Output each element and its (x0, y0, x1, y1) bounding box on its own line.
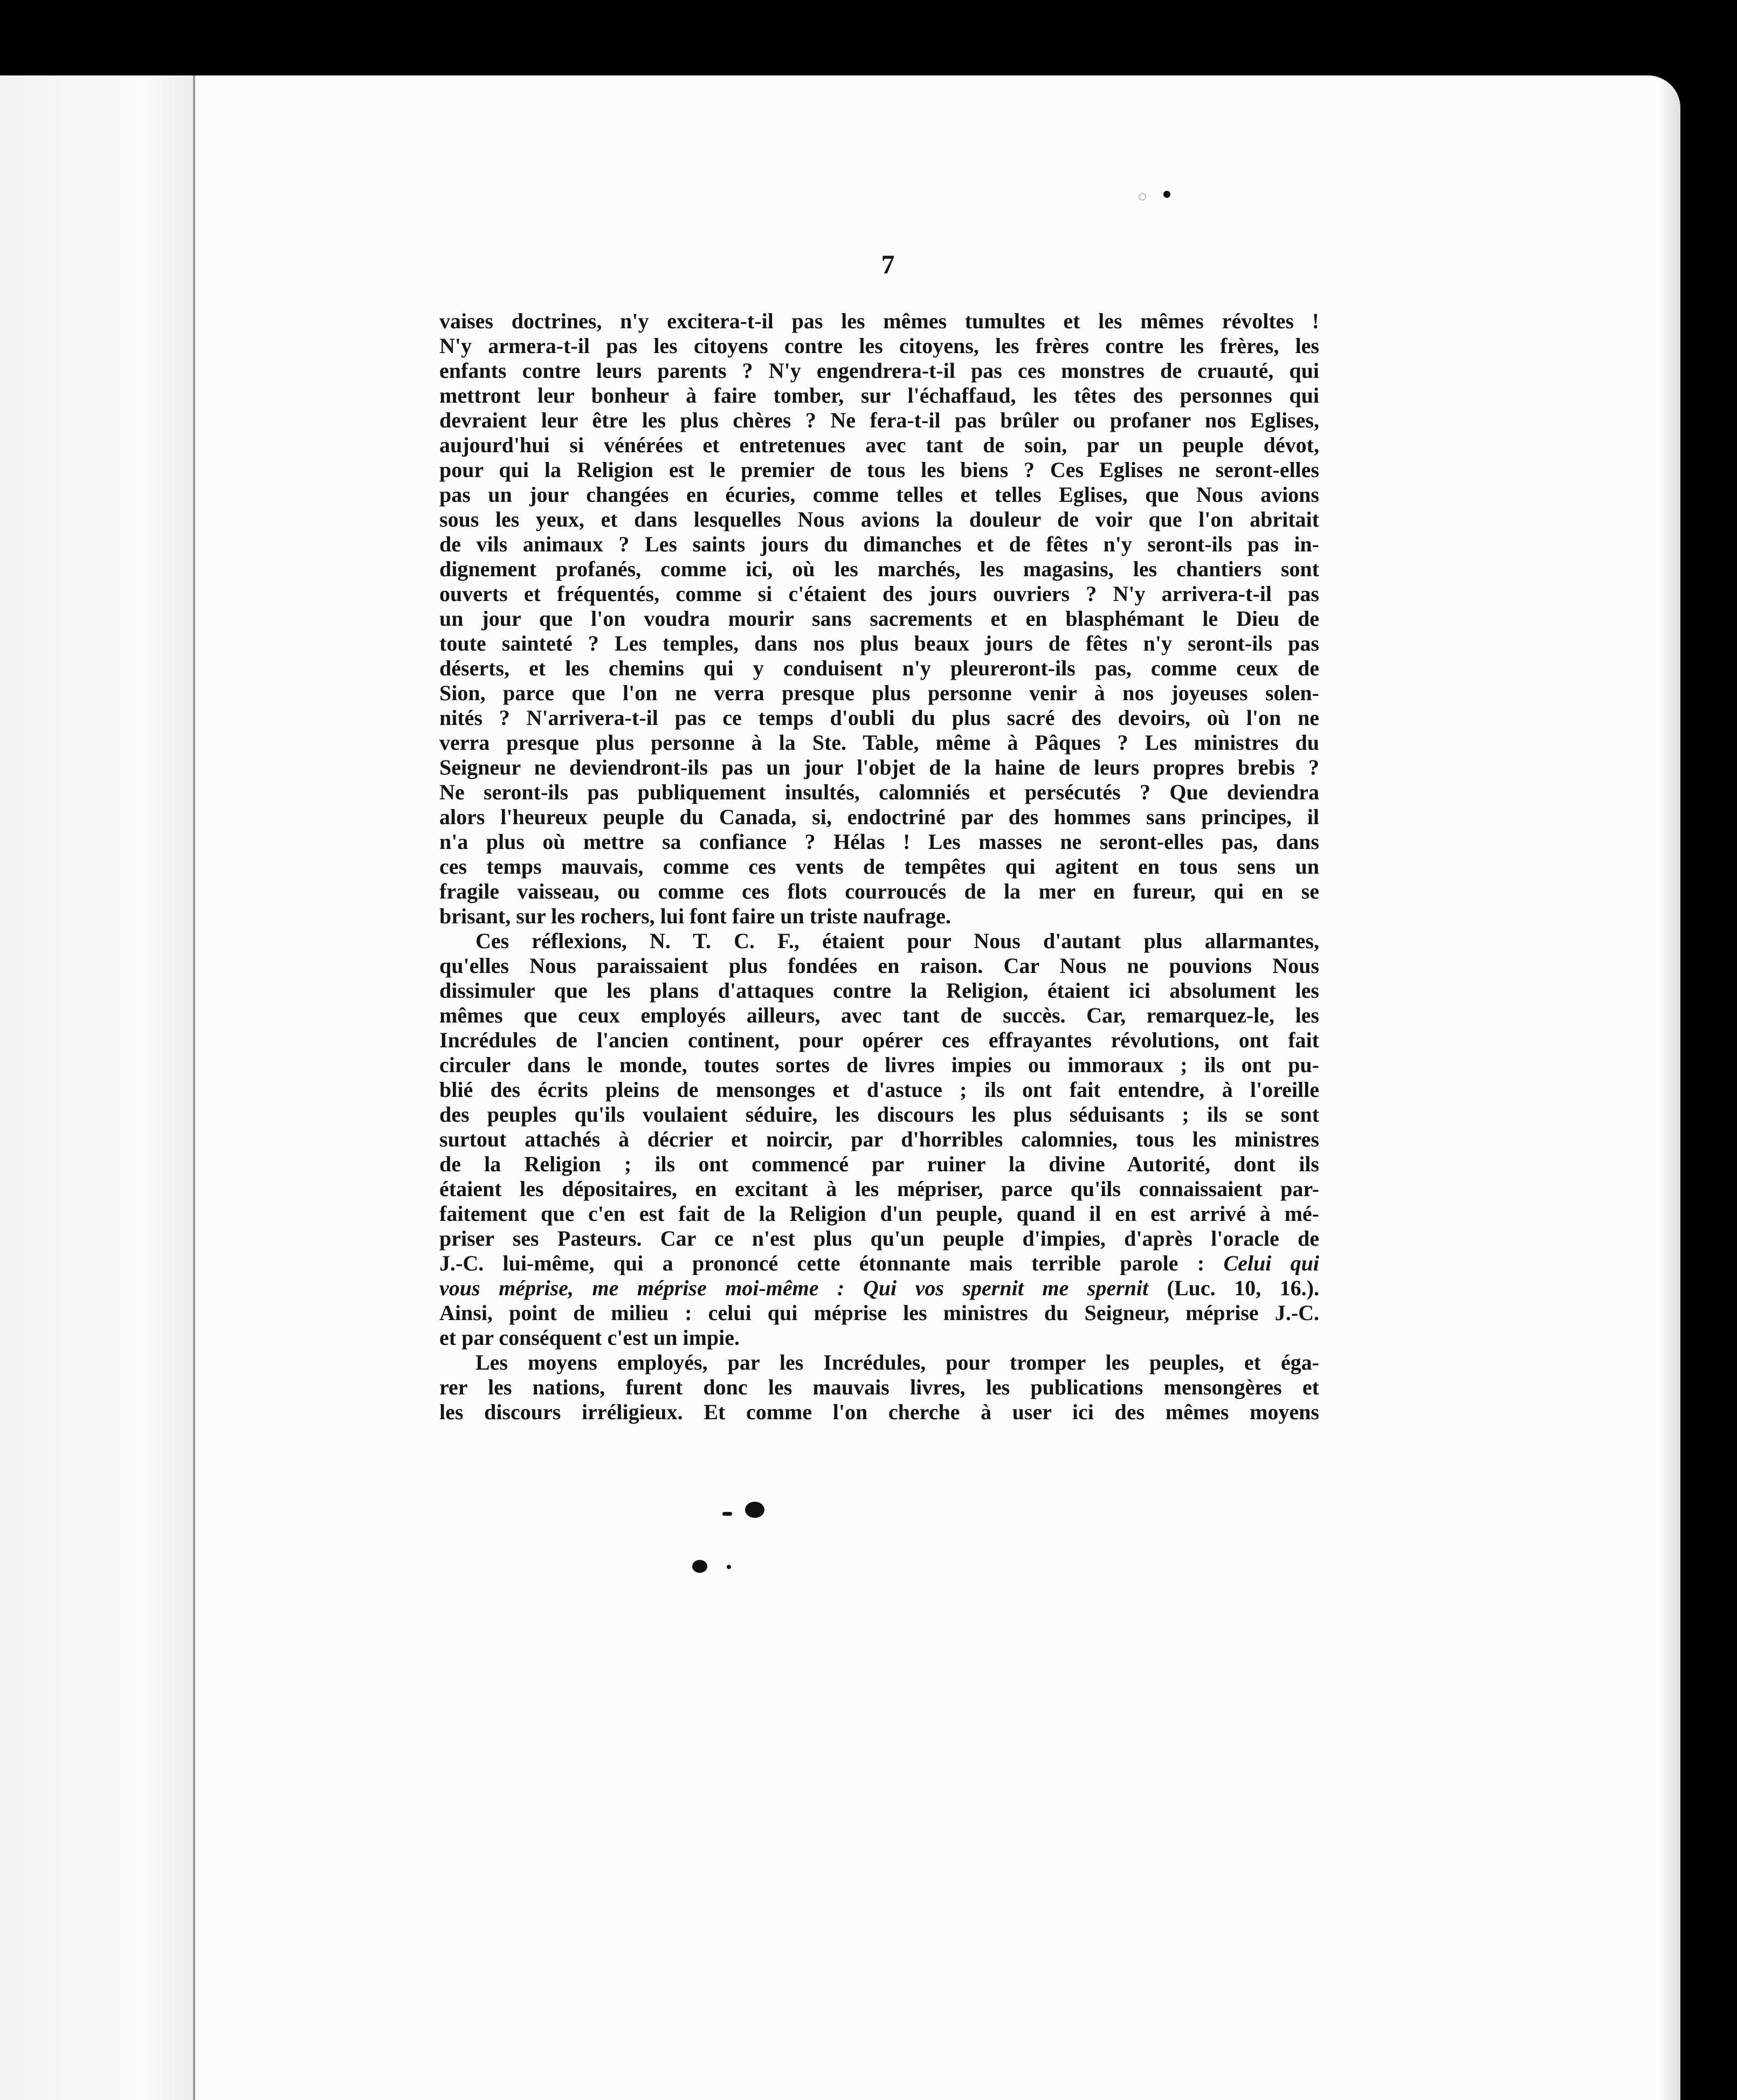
text-line (439, 780, 1319, 805)
text-line (439, 507, 1319, 532)
text-run: dissimuler que les plans d'attaques contre la Religion, étaient ici absolument les (439, 978, 1319, 1003)
text-line (439, 458, 1319, 482)
text-line (439, 1301, 1319, 1325)
text-run: sous les yeux, et dans lesquelles Nous avions la douleur de voir que l'on abritait (439, 507, 1319, 531)
text-run: alors l'heureux peuple du Canada, si, endoctriné par des hommes sans principes, il (439, 805, 1319, 829)
text-line (439, 656, 1319, 681)
text-run: toute sainteté ? Les temples, dans nos plus beaux jours de fêtes n'y seront-ils pas (439, 631, 1319, 655)
text-run: et par conséquent c'est un impie. (439, 1325, 740, 1350)
scanned-page (0, 75, 1680, 2100)
text-line (439, 1053, 1319, 1077)
text-run: N'y armera-t-il pas les citoyens contre les citoyens, les frères contre les frères, les (439, 334, 1319, 358)
text-run: blié des écrits pleins de mensonges et d'astuce ; ils ont fait entendre, à l'oreille (439, 1077, 1319, 1102)
paragraph (439, 1350, 1319, 1425)
text-line (439, 854, 1319, 879)
text-run: Ne seront-ils pas publiquement insultés, calomniés et persécutés ? Que deviendra (439, 780, 1319, 804)
text-line (439, 1251, 1319, 1276)
text-run: vaises doctrines, n'y excitera-t-il pas les mêmes tumultes et les mêmes révoltes ! (439, 309, 1319, 333)
text-line (439, 706, 1319, 730)
text-line (439, 1325, 1319, 1350)
text-run: (Luc. 10, 16.). (1148, 1276, 1320, 1300)
text-line (439, 309, 1319, 334)
text-run: priser ses Pasteurs. Car ce n'est plus qu'un peuple d'impies, d'après l'oracle de (439, 1226, 1319, 1251)
ink-speck (727, 1565, 731, 1569)
text-run: mettront leur bonheur à faire tomber, sur l'échaffaud, les têtes des personnes qui (439, 383, 1319, 407)
text-line (439, 433, 1319, 458)
ink-speck (745, 1502, 764, 1518)
text-run: mêmes que ceux employés ailleurs, avec tant de succès. Car, remarquez-le, les (439, 1003, 1319, 1027)
text-line (439, 631, 1319, 656)
text-line (439, 978, 1319, 1003)
text-line (439, 482, 1319, 507)
text-line (439, 358, 1319, 383)
text-run: déserts, et les chemins qui y conduisent n'y pleureront-ils pas, comme ceux de (439, 656, 1319, 680)
text-line (439, 879, 1319, 904)
text-run: aujourd'hui si vénérées et entretenues avec tant de soin, par un peuple dévot, (439, 433, 1319, 457)
text-line (439, 582, 1319, 606)
text-line (439, 408, 1319, 433)
text-line (439, 1375, 1319, 1400)
text-line (439, 755, 1319, 780)
text-line (439, 557, 1319, 582)
book-spine-line (193, 75, 195, 2100)
text-run: Les moyens employés, par les Incrédules, pour tromper les peuples, et éga- (475, 1350, 1319, 1374)
text-line (439, 1400, 1319, 1425)
text-run: ces temps mauvais, comme ces vents de tempêtes qui agitent en tous sens un (439, 854, 1319, 879)
text-line (439, 904, 1319, 929)
text-run: pas un jour changées en écuries, comme telles et telles Eglises, que Nous avions (439, 482, 1319, 507)
text-run: ouverts et fréquentés, comme si c'étaient des jours ouvriers ? N'y arrivera-t-il pas (439, 582, 1319, 606)
paragraph (439, 309, 1319, 929)
text-line (439, 1350, 1319, 1375)
text-line (439, 334, 1319, 358)
ink-speck (1139, 193, 1146, 201)
text-run: de la Religion ; ils ont commencé par ruiner la divine Autorité, dont ils (439, 1152, 1319, 1176)
text-run: fragile vaisseau, ou comme ces flots courroucés de la mer en fureur, qui en se (439, 879, 1319, 903)
text-line (439, 1152, 1319, 1177)
text-run: brisant, sur les rochers, lui font faire un triste naufrage. (439, 904, 951, 928)
text-line (439, 606, 1319, 631)
text-run: nités ? N'arrivera-t-il pas ce temps d'oubli du plus sacré des devoirs, où l'on ne (439, 706, 1319, 730)
text-line (439, 954, 1319, 978)
page-number: 7 (881, 249, 895, 279)
text-run: étaient les dépositaires, en excitant à les mépriser, parce qu'ils connaissaient par- (439, 1177, 1319, 1201)
previous-page-edge (0, 75, 193, 2100)
text-run: devraient leur être les plus chères ? Ne fera-t-il pas brûler ou profaner nos Eglises, (439, 408, 1319, 432)
text-run: n'a plus où mettre sa confiance ? Hélas ! Les masses ne seront-elles pas, dans (439, 830, 1319, 854)
text-run: les discours irréligieux. Et comme l'on cherche à user ici des mêmes moyens (439, 1400, 1319, 1424)
text-run: surtout attachés à décrier et noircir, par d'horribles calomnies, tous les ministres (439, 1127, 1319, 1151)
text-line (439, 1077, 1319, 1102)
text-run: circuler dans le monde, toutes sortes de livres impies ou immoraux ; ils ont pu- (439, 1053, 1319, 1077)
text-run: Sion, parce que l'on ne verra presque plus personne venir à nos joyeuses solen- (439, 681, 1319, 705)
text-line (439, 1003, 1319, 1028)
text-line (439, 830, 1319, 854)
text-line (439, 1226, 1319, 1251)
text-run: rer les nations, furent donc les mauvais livres, les publications mensongères et (439, 1375, 1319, 1399)
text-run: Ces réflexions, N. T. C. F., étaient pour Nous d'autant plus allarmantes, (475, 929, 1319, 953)
text-line-content (439, 1276, 1319, 1301)
ink-speck (722, 1512, 732, 1516)
text-line (439, 1201, 1319, 1226)
text-line (439, 681, 1319, 706)
text-run: un jour que l'on voudra mourir sans sacrements et en blasphémant le Dieu de (439, 606, 1319, 631)
text-line (439, 1028, 1319, 1053)
text-run: pour qui la Religion est le premier de tous les biens ? Ces Eglises ne seront-elles (439, 458, 1319, 482)
text-run: verra presque plus personne à la Ste. Table, même à Pâques ? Les ministres du (439, 730, 1319, 755)
text-line (439, 929, 1319, 954)
text-line (439, 730, 1319, 755)
text-run: Ainsi, point de milieu : celui qui méprise les ministres du Seigneur, méprise J.-C. (439, 1301, 1319, 1325)
text-run: enfants contre leurs parents ? N'y engendrera-t-il pas ces monstres de cruauté, qui (439, 358, 1319, 383)
page-edge-shadow (1659, 75, 1680, 2100)
ink-speck (1163, 191, 1170, 198)
text-line (439, 1102, 1319, 1127)
text-line (439, 532, 1319, 557)
italic-run: Celui qui (1223, 1251, 1320, 1275)
text-run: de vils animaux ? Les saints jours du dimanches et de fêtes n'y seront-ils pas in- (439, 532, 1319, 556)
text-line (439, 383, 1319, 408)
text-run: faitement que c'en est fait de la Religion d'un peuple, quand il en est arrivé à mé- (439, 1201, 1319, 1226)
text-run: qu'elles Nous paraissaient plus fondées en raison. Car Nous ne pouvions Nous (439, 954, 1319, 978)
text-run: dignement profanés, comme ici, où les marchés, les magasins, les chantiers sont (439, 557, 1319, 581)
text-line (439, 805, 1319, 830)
text-run: des peuples qu'ils voulaient séduire, les discours les plus séduisants ; ils se sont (439, 1102, 1319, 1127)
text-line (439, 1177, 1319, 1201)
text-run: Incrédules de l'ancien continent, pour opérer ces effrayantes révolutions, ont fait (439, 1028, 1319, 1052)
paragraph (439, 929, 1319, 1350)
text-run: Seigneur ne deviendront-ils pas un jour l'objet de la haine de leurs propres brebis ? (439, 755, 1319, 779)
ink-speck (692, 1560, 707, 1573)
body-text (439, 309, 1319, 1425)
text-run: J.-C. lui-même, qui a prononcé cette étonnante mais terrible parole : (439, 1251, 1224, 1275)
text-line (439, 1276, 1319, 1301)
text-line (439, 1127, 1319, 1152)
italic-run: vous méprise, me méprise moi-même : Qui vos spernit me spernit (439, 1276, 1149, 1300)
text-line-content (439, 1251, 1319, 1276)
